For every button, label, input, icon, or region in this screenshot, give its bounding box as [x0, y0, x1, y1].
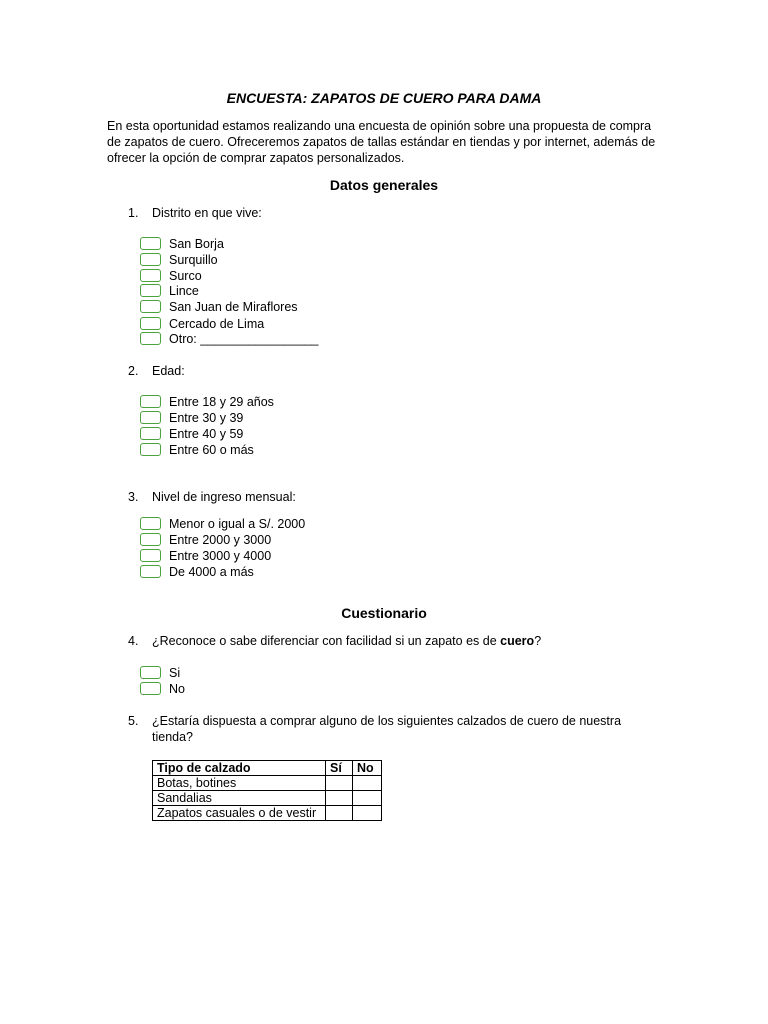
column-header-no: No [353, 761, 382, 776]
question-number: 5. [128, 714, 139, 728]
shoe-type-table [152, 760, 382, 821]
question-text: Distrito en que vive: [152, 206, 262, 220]
checkbox[interactable] [140, 517, 161, 530]
option-label: Entre 30 y 39 [169, 411, 244, 425]
table-cell-si[interactable] [326, 791, 353, 806]
section-title-cuestionario: Cuestionario [341, 605, 427, 621]
option-label: San Juan de Miraflores [169, 300, 298, 314]
question-text [152, 633, 652, 649]
table-cell-type: Sandalias [153, 791, 326, 806]
table-cell-si[interactable] [326, 806, 353, 821]
option-label: Entre 2000 y 3000 [169, 533, 272, 547]
option-label: Entre 60 o más [169, 443, 254, 457]
checkbox[interactable] [140, 443, 161, 456]
checkbox[interactable] [140, 253, 161, 266]
option-label: Surquillo [169, 253, 218, 267]
checkbox[interactable] [140, 565, 161, 578]
option-label: Cercado de Lima [169, 317, 265, 331]
option-label: Entre 40 y 59 [169, 427, 244, 441]
question-text-emphasis: cuero [500, 634, 535, 648]
option-label: San Borja [169, 237, 224, 251]
column-header-tipo: Tipo de calzado [153, 761, 326, 776]
question-number: 1. [128, 206, 139, 220]
checkbox[interactable] [140, 269, 161, 282]
checkbox[interactable] [140, 533, 161, 546]
intro-paragraph: En esta oportunidad estamos realizando una encuesta de opinión sobre una propuesta de compra de zapatos de cuero. Ofreceremos zapatos de tallas estándar en tiendas y por internet, además de ofrecer la opción de comprar zapatos personalizados. [107, 119, 656, 165]
table-cell-type: Botas, botines [153, 776, 326, 791]
option-label: Otro: _________________ [169, 332, 319, 346]
checkbox[interactable] [140, 682, 161, 695]
table-cell-no[interactable] [353, 776, 382, 791]
question-text: Nivel de ingreso mensual: [152, 490, 296, 504]
option-label: Si [169, 666, 181, 680]
table-cell-type: Zapatos casuales o de vestir [153, 806, 326, 821]
column-header-si: Sí [326, 761, 353, 776]
option-label: Lince [169, 284, 199, 298]
checkbox[interactable] [140, 427, 161, 440]
option-label: Menor o igual a S/. 2000 [169, 517, 306, 531]
checkbox[interactable] [140, 395, 161, 408]
checkbox[interactable] [140, 317, 161, 330]
question-text: ¿Estaría dispuesta a comprar alguno de los siguientes calzados de cuero de nuestra tienda? [152, 714, 622, 744]
checkbox[interactable] [140, 284, 161, 297]
option-label: Entre 18 y 29 años [169, 395, 274, 409]
question-number: 3. [128, 490, 139, 504]
table-header-row [153, 761, 382, 776]
table-row [153, 806, 382, 821]
table-row [153, 791, 382, 806]
table-cell-no[interactable] [353, 791, 382, 806]
table-row [153, 776, 382, 791]
checkbox[interactable] [140, 332, 161, 345]
checkbox[interactable] [140, 300, 161, 313]
checkbox[interactable] [140, 237, 161, 250]
checkbox[interactable] [140, 411, 161, 424]
question-number: 2. [128, 364, 139, 378]
question-text-start: ¿Reconoce o sabe diferenciar con facilidad si un zapato es de [152, 634, 501, 648]
checkbox[interactable] [140, 549, 161, 562]
question-text: Edad: [152, 364, 185, 378]
question-number: 4. [128, 634, 139, 648]
checkbox[interactable] [140, 666, 161, 679]
table-cell-no[interactable] [353, 806, 382, 821]
option-label: No [169, 682, 185, 696]
table-cell-si[interactable] [326, 776, 353, 791]
section-title-datos-generales: Datos generales [329, 177, 439, 193]
question-text-end: ? [534, 634, 542, 648]
option-label: Entre 3000 y 4000 [169, 549, 272, 563]
option-label: Surco [169, 269, 202, 283]
document-title: ENCUESTA: ZAPATOS DE CUERO PARA DAMA [226, 90, 542, 106]
option-label: De 4000 a más [169, 565, 254, 579]
